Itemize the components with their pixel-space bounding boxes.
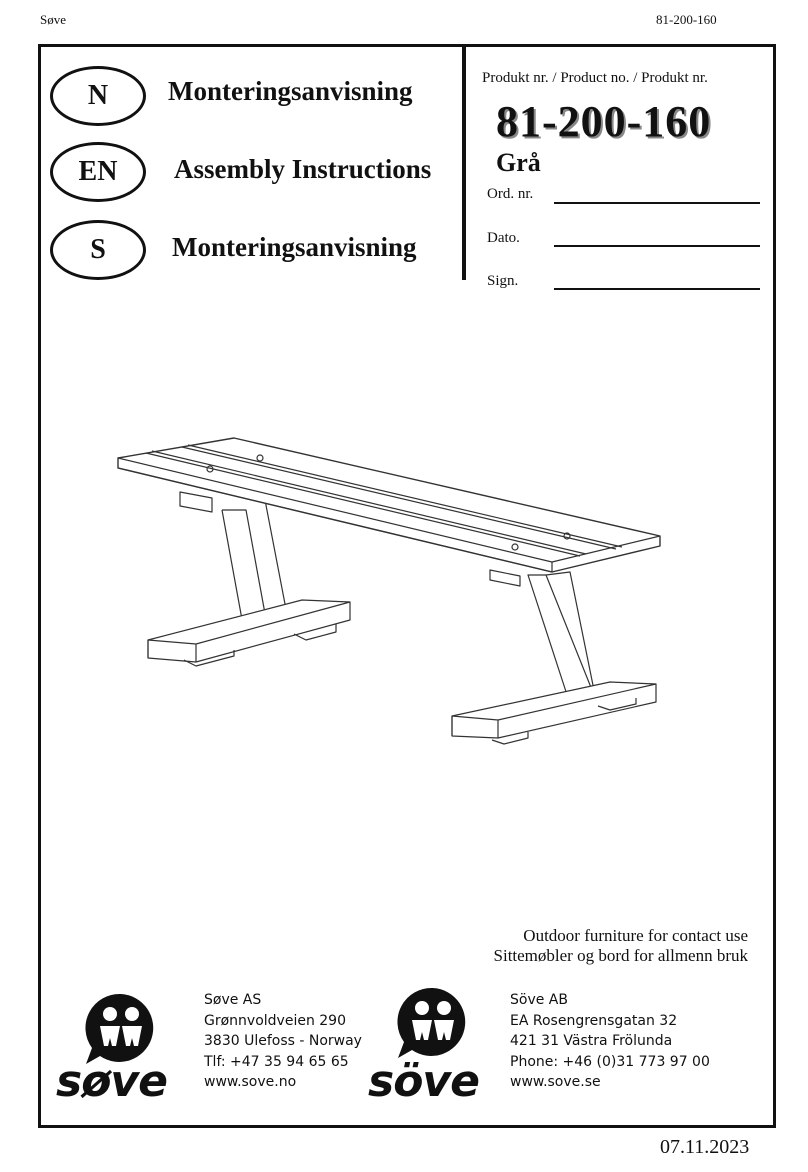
company-1-city: 3830 Ulefoss - Norway (204, 1033, 362, 1049)
sove-logo-word-2: söve (368, 1056, 479, 1107)
footer-date: 07.11.2023 (660, 1136, 750, 1158)
sove-logo-word-1: søve (56, 1056, 167, 1107)
company-1-phone: Tlf: +47 35 94 65 65 (204, 1053, 349, 1070)
usage-note-en: Outdoor furniture for contact use (523, 926, 748, 945)
bench-illustration (100, 420, 680, 760)
header-divider (462, 46, 466, 280)
field-date-line (554, 245, 760, 247)
sove-logo-icon (80, 990, 162, 1066)
usage-note-no: Sittemøbler og bord for allmenn bruk (493, 946, 748, 965)
title-s: Monteringsanvisning (172, 232, 417, 262)
title-n: Monteringsanvisning (168, 76, 413, 106)
company-1-web[interactable]: www.sove.no (204, 1074, 297, 1090)
field-order-line (554, 202, 760, 204)
company-2-street: EA Rosengrensgatan 32 (510, 1012, 678, 1029)
right-leg (452, 570, 656, 744)
lang-oval-en: EN (50, 142, 146, 202)
field-date-label: Dato. (487, 230, 520, 246)
company-1-street: Grønnvoldveien 290 (204, 1012, 346, 1029)
product-number: 81-200-160 (496, 97, 712, 146)
left-leg (148, 492, 350, 666)
lang-oval-n: N (50, 66, 146, 126)
field-order-label: Ord. nr. (487, 186, 534, 202)
company-2-phone: Phone: +46 (0)31 773 97 00 (510, 1053, 710, 1070)
title-en: Assembly Instructions (174, 154, 432, 184)
product-label: Produkt nr. / Product no. / Produkt nr. (482, 70, 708, 86)
company-2-web[interactable]: www.sove.se (510, 1074, 601, 1090)
company-2-address (510, 990, 710, 1093)
lang-oval-s: S (50, 220, 146, 280)
header-brand: Søve (40, 12, 66, 27)
company-2-name: Söve AB (510, 992, 568, 1008)
header-code: 81-200-160 (656, 12, 717, 27)
company-1-address (204, 990, 362, 1093)
product-color: Grå (496, 148, 541, 177)
field-sign-line (554, 288, 760, 290)
sove-logo-icon-2 (392, 984, 474, 1060)
company-2-city: 421 31 Västra Frölunda (510, 1033, 673, 1049)
company-1-name: Søve AS (204, 992, 262, 1008)
field-sign-label: Sign. (487, 273, 519, 289)
